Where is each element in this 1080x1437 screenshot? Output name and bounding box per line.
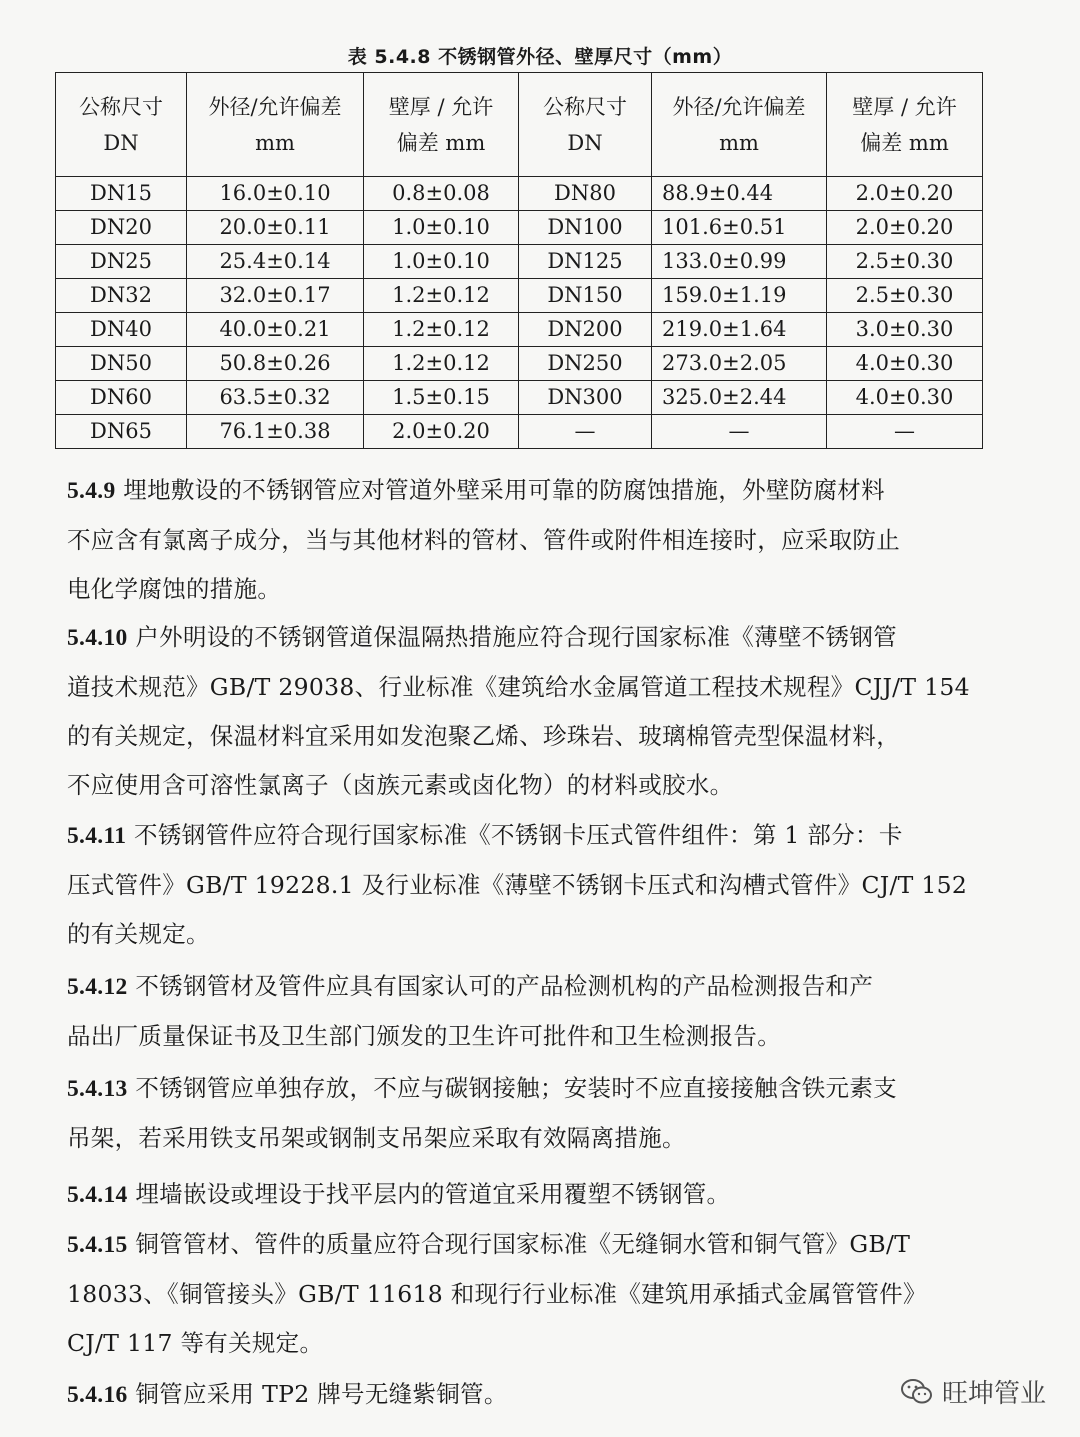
table-row <box>56 245 983 279</box>
table-cell: 4.0±0.30 <box>827 347 983 381</box>
table-cell: 63.5±0.32 <box>187 381 364 415</box>
table-cell: 1.2±0.12 <box>364 347 519 381</box>
clause-text: 电化学腐蚀的措施。 <box>67 575 282 603</box>
table-cell: 20.0±0.11 <box>187 211 364 245</box>
table-cell: DN65 <box>56 415 187 449</box>
table-cell: 0.8±0.08 <box>364 177 519 211</box>
clause-paragraph <box>67 811 992 959</box>
table-cell: 273.0±2.05 <box>652 347 827 381</box>
clause-number: 5.4.16 <box>67 1382 128 1408</box>
clause-line <box>67 516 992 565</box>
table-row <box>56 415 983 449</box>
clause-line <box>67 565 992 614</box>
table-cell: 159.0±1.19 <box>652 279 827 313</box>
clause-line <box>67 910 992 959</box>
clause-paragraph <box>67 1220 992 1368</box>
table-row <box>56 313 983 347</box>
clause-line <box>67 1220 992 1270</box>
clause-paragraph <box>67 1170 992 1220</box>
table-cell: DN25 <box>56 245 187 279</box>
table-cell: 2.0±0.20 <box>827 211 983 245</box>
table-cell: 219.0±1.64 <box>652 313 827 347</box>
clause-number: 5.4.10 <box>67 625 128 651</box>
watermark <box>900 1373 1046 1410</box>
clause-text: 不锈钢管应单独存放，不应与碳钢接触；安装时不应直接接触含铁元素支 <box>135 1074 897 1102</box>
clause-text: 的有关规定。 <box>67 920 210 948</box>
clause-text: 铜管应采用 TP2 牌号无缝紫铜管。 <box>135 1380 508 1408</box>
header-outer-diameter: 外径/允许偏差 mm <box>652 73 827 177</box>
clause-line <box>67 712 992 761</box>
clause-text: 道技术规范》GB/T 29038、行业标准《建筑给水金属管道工程技术规程》CJJ/T 154 <box>67 673 970 701</box>
watermark-text: 旺坤管业 <box>941 1379 1046 1409</box>
clause-text: CJ/T 117 等有关规定。 <box>67 1329 324 1357</box>
table-cell: 1.2±0.12 <box>364 313 519 347</box>
table-cell: — <box>652 415 827 449</box>
header-outer-diameter: 外径/允许偏差 mm <box>187 73 364 177</box>
table-cell: 2.5±0.30 <box>827 279 983 313</box>
table-cell: DN300 <box>519 381 652 415</box>
table-row <box>56 347 983 381</box>
clause-text: 的有关规定，保温材料宜采用如发泡聚乙烯、珍珠岩、玻璃棉管壳型保温材料， <box>67 722 900 750</box>
table-cell: 101.6±0.51 <box>652 211 827 245</box>
table-cell: — <box>827 415 983 449</box>
table-cell: 76.1±0.38 <box>187 415 364 449</box>
table-caption: 表 5.4.8 不锈钢管外径、壁厚尺寸（mm） <box>347 46 733 68</box>
clause-text: 不锈钢管件应符合现行国家标准《不锈钢卡压式管件组件：第 1 部分：卡 <box>134 821 903 849</box>
header-wall-thickness: 壁厚 / 允许 偏差 mm <box>364 73 519 177</box>
clause-text: 户外明设的不锈钢管道保温隔热措施应符合现行国家标准《薄壁不锈钢管 <box>135 623 897 651</box>
table-row <box>56 279 983 313</box>
clause-number: 5.4.15 <box>67 1232 128 1258</box>
clause-text: 埋墙嵌设或埋设于找平层内的管道宜采用覆塑不锈钢管。 <box>135 1180 731 1208</box>
table-row <box>56 177 983 211</box>
table-cell: DN200 <box>519 313 652 347</box>
clause-text: 压式管件》GB/T 19228.1 及行业标准《薄壁不锈钢卡压式和沟槽式管件》CJ/T 152 <box>67 871 968 899</box>
clause-text: 18033、《铜管接头》GB/T 11618 和现行行业标准《建筑用承插式金属管管件》 <box>67 1280 927 1308</box>
table-cell: 2.0±0.20 <box>364 415 519 449</box>
table-cell: 50.8±0.26 <box>187 347 364 381</box>
table-cell: DN80 <box>519 177 652 211</box>
clause-line <box>67 1012 992 1061</box>
clause-text: 埋地敷设的不锈钢管应对管道外壁采用可靠的防腐蚀措施，外壁防腐材料 <box>123 476 885 504</box>
table-cell: 2.0±0.20 <box>827 177 983 211</box>
clause-text: 不应含有氯离子成分，当与其他材料的管材、管件或附件相连接时，应采取防止 <box>67 526 900 554</box>
clause-line <box>67 761 992 810</box>
table-row <box>56 211 983 245</box>
clause-text: 不应使用含可溶性氯离子（卤族元素或卤化物）的材料或胶水。 <box>67 771 734 799</box>
table-cell: 1.2±0.12 <box>364 279 519 313</box>
header-wall-thickness: 壁厚 / 允许 偏差 mm <box>827 73 983 177</box>
clause-line <box>67 613 992 663</box>
clause-number: 5.4.14 <box>67 1182 128 1208</box>
clause-line <box>67 962 992 1012</box>
clause-paragraph <box>67 1370 992 1420</box>
table-cell: 32.0±0.17 <box>187 279 364 313</box>
clause-text: 品出厂质量保证书及卫生部门颁发的卫生许可批件和卫生检测报告。 <box>67 1022 781 1050</box>
wechat-icon <box>900 1378 934 1406</box>
header-nominal-size: 公称尺寸 DN <box>519 73 652 177</box>
table-cell: 1.5±0.15 <box>364 381 519 415</box>
clause-paragraph <box>67 613 992 810</box>
clause-line <box>67 1370 992 1420</box>
table-cell: DN15 <box>56 177 187 211</box>
table-cell: 1.0±0.10 <box>364 211 519 245</box>
table-cell: 88.9±0.44 <box>652 177 827 211</box>
clause-line <box>67 1270 992 1319</box>
table-row <box>56 381 983 415</box>
clause-line <box>67 1319 992 1368</box>
table-cell: DN150 <box>519 279 652 313</box>
clause-paragraph <box>67 466 992 614</box>
clause-line <box>67 466 992 516</box>
header-nominal-size: 公称尺寸 DN <box>56 73 187 177</box>
table-cell: DN20 <box>56 211 187 245</box>
table-cell: 3.0±0.30 <box>827 313 983 347</box>
clause-paragraph <box>67 1064 992 1163</box>
clause-line <box>67 1114 992 1163</box>
clause-line <box>67 1064 992 1114</box>
table-cell: DN32 <box>56 279 187 313</box>
table-cell: 2.5±0.30 <box>827 245 983 279</box>
table-cell: DN250 <box>519 347 652 381</box>
table-cell: DN125 <box>519 245 652 279</box>
table-cell: 40.0±0.21 <box>187 313 364 347</box>
table-cell: 325.0±2.44 <box>652 381 827 415</box>
clause-text: 吊架，若采用铁支吊架或钢制支吊架应采取有效隔离措施。 <box>67 1124 686 1152</box>
table-cell: DN100 <box>519 211 652 245</box>
clause-text: 铜管管材、管件的质量应符合现行国家标准《无缝铜水管和铜气管》GB/T <box>135 1230 911 1258</box>
clause-paragraph <box>67 962 992 1061</box>
clause-line <box>67 1170 992 1220</box>
clause-line <box>67 663 992 712</box>
table-cell: 1.0±0.10 <box>364 245 519 279</box>
clause-text: 不锈钢管材及管件应具有国家认可的产品检测机构的产品检测报告和产 <box>135 972 874 1000</box>
table-cell: 4.0±0.30 <box>827 381 983 415</box>
clause-number: 5.4.12 <box>67 974 128 1000</box>
clause-number: 5.4.9 <box>67 478 116 504</box>
clause-line <box>67 861 992 910</box>
table-header-row <box>56 73 983 177</box>
table-cell: DN60 <box>56 381 187 415</box>
table-cell: DN50 <box>56 347 187 381</box>
pipe-dimension-table <box>55 72 983 449</box>
table-cell: DN40 <box>56 313 187 347</box>
table-cell: 133.0±0.99 <box>652 245 827 279</box>
table-cell: 16.0±0.10 <box>187 177 364 211</box>
table-cell: 25.4±0.14 <box>187 245 364 279</box>
clause-line <box>67 811 992 861</box>
clause-number: 5.4.11 <box>67 823 127 849</box>
clause-number: 5.4.13 <box>67 1076 128 1102</box>
table-cell: — <box>519 415 652 449</box>
